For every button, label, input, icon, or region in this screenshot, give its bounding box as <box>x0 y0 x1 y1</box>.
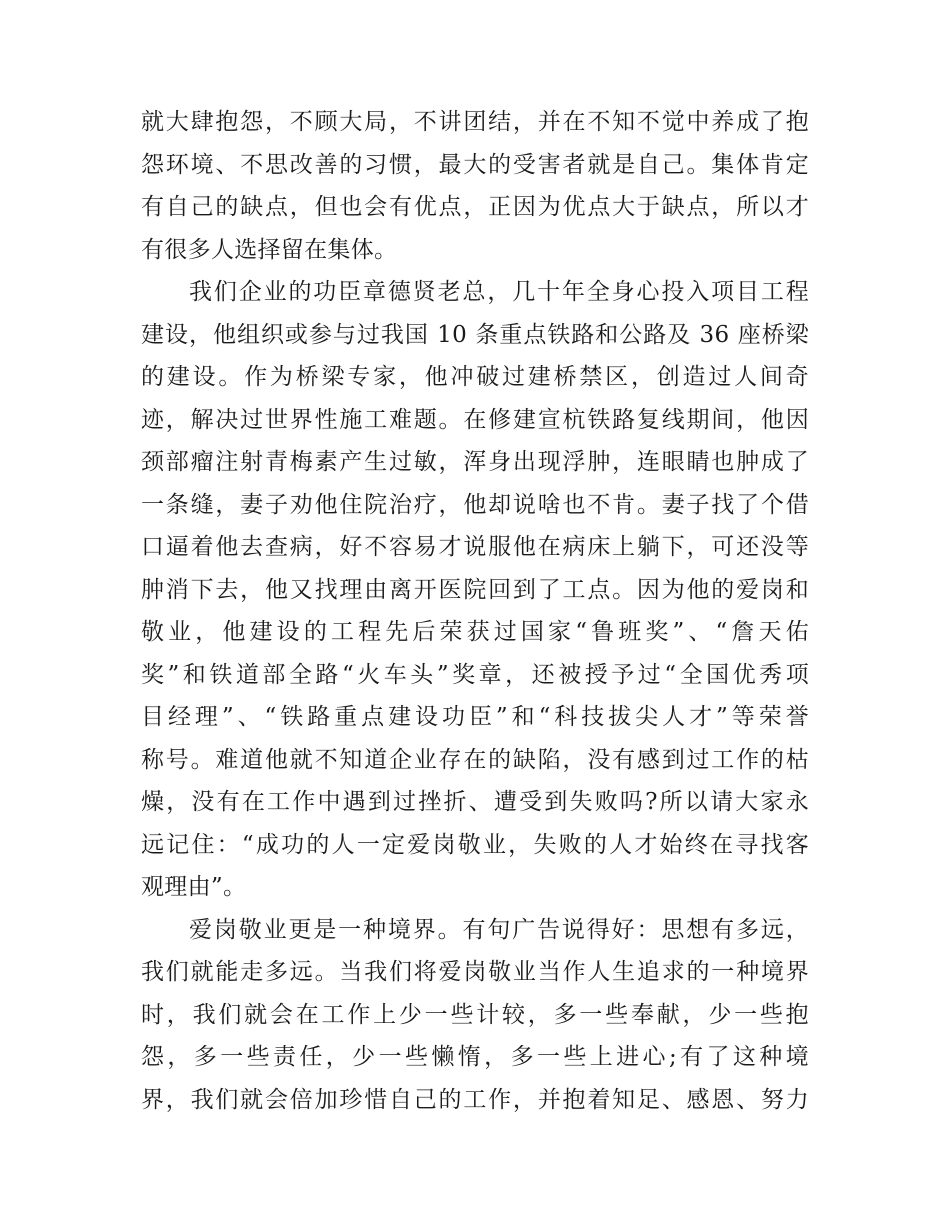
text-line: 爱岗敬业更是一种境界。有句广告说得好：思想有多远， <box>189 916 809 943</box>
text-line: 的建设。作为桥梁专家，他冲破过建桥禁区，创造过人间奇 <box>141 364 809 390</box>
text-line: 奖”和铁道部全路“火车头”奖章，还被授予过“全国优秀项 <box>141 661 809 688</box>
text-line: 迹，解决过世界性施工难题。在修建宣杭铁路复线期间，他因 <box>141 406 809 433</box>
text-line: 有很多人选择留在集体。 <box>141 236 398 263</box>
text-line: 目经理”、“铁路重点建设功臣”和“科技拔尖人才”等荣誉 <box>141 704 809 730</box>
body-text <box>141 101 809 1121</box>
text-line: 敬业，他建设的工程先后荣获过国家“鲁班奖”、“詹天佑 <box>141 619 809 645</box>
text-line: 一条缝，妻子劝他住院治疗，他却说啥也不肯。妻子找了个借 <box>141 491 809 518</box>
text-line: 燥，没有在工作中遇到过挫折、遭受到失败吗?所以请大家永 <box>141 789 809 815</box>
text-line: 肿消下去，他又找理由离开医院回到了工点。因为他的爱岗和 <box>141 576 809 603</box>
text-line: 称号。难道他就不知道企业存在的缺陷，没有感到过工作的枯 <box>141 746 809 773</box>
text-line: 我们企业的功臣章德贤老总，几十年全身心投入项目工程 <box>189 279 809 305</box>
text-line: 观理由”。 <box>141 874 247 900</box>
text-line: 时，我们就会在工作上少一些计较，多一些奉献，少一些抱 <box>141 1001 809 1028</box>
text-line: 口逼着他去查病，好不容易才说服他在病床上躺下，可还没等 <box>141 534 809 560</box>
text-line: 远记住：“成功的人一定爱岗敬业，失败的人才始终在寻找客 <box>141 831 809 858</box>
text-line: 界，我们就会倍加珍惜自己的工作，并抱着知足、感恩、努力 <box>141 1086 809 1113</box>
text-line: 有自己的缺点，但也会有优点，正因为优点大于缺点，所以才 <box>141 194 809 220</box>
text-line: 怨环境、不思改善的习惯，最大的受害者就是自己。集体肯定 <box>141 151 809 178</box>
text-line: 怨，多一些责任，少一些懒惰，多一些上进心;有了这种境 <box>141 1044 809 1070</box>
text-line: 建设，他组织或参与过我国 10 条重点铁路和公路及 36 座桥梁 <box>141 321 809 348</box>
text-line: 颈部瘤注射青梅素产生过敏，浑身出现浮肿，连眼睛也肿成了 <box>141 449 809 475</box>
text-line: 就大肆抱怨，不顾大局，不讲团结，并在不知不觉中养成了抱 <box>141 109 809 135</box>
text-line: 我们就能走多远。当我们将爱岗敬业当作人生追求的一种境界 <box>141 959 809 985</box>
